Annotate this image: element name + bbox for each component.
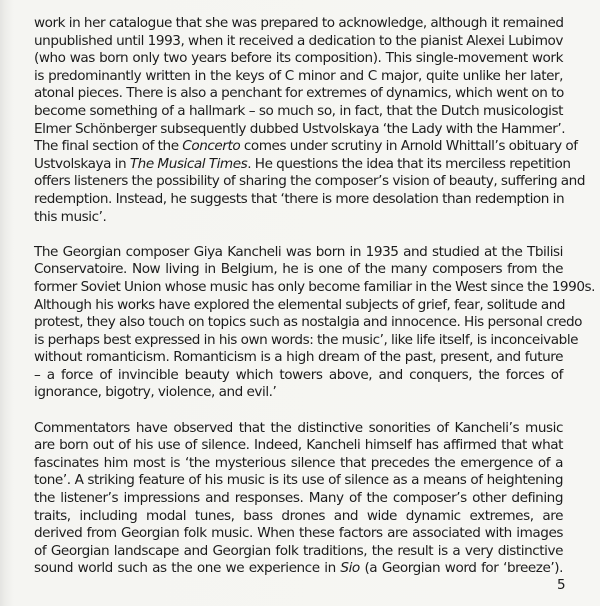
- text-line: Although his works have explored the elemental subjects of grief, fear, solitude and: [34, 296, 566, 313]
- text-line: – a force of invincible beauty which towers above, and conquers, the forces of: [34, 366, 563, 383]
- paragraph-ustvolskaya-concerto: [34, 15, 586, 226]
- text-line: [34, 138, 578, 156]
- text-line: unpublished until 1993, when it received a dedication to the pianist Alexei Lubimov: [34, 32, 563, 49]
- text-line: become something of a hallmark – so much so, in fact, that the Dutch musicologist: [34, 102, 563, 119]
- text-run: sound world such as the one we experience in: [34, 560, 341, 577]
- text-run: (a Georgian word for ‘breeze’).: [359, 560, 563, 577]
- work-title-concerto: Concerto: [182, 138, 241, 155]
- text-line: redemption. Instead, he suggests that ‘there is more desolation than redemption in: [34, 190, 565, 207]
- text-line: The Georgian composer Giya Kancheli was born in 1935 and studied at the Tbilisi: [34, 243, 563, 260]
- text-line: (who was born only two years before its composition). This single-movement work: [34, 50, 563, 67]
- text-run: Ustvolskaya in: [34, 155, 130, 172]
- text-line: [34, 560, 563, 578]
- text-line: without romanticism. Romanticism is a high dream of the past, present, and future: [34, 349, 563, 366]
- text-line: Commentators have observed that the distinctive sonorities of Kancheli’s music: [34, 419, 563, 436]
- text-line: protest, they also touch on topics such as nostalgia and innocence. His personal credo: [34, 314, 583, 331]
- work-title-sio: Sio: [340, 560, 360, 577]
- text-line: Elmer Schönberger subsequently dubbed Ustvolskaya ‘the Lady with the Hammer’.: [34, 120, 566, 137]
- text-line: of Georgian landscape and Georgian folk traditions, the result is a very distinctive: [34, 542, 563, 559]
- text-run: comes under scrutiny in Arnold Whittall’s obituary of: [240, 138, 578, 155]
- paragraph-kancheli-biography: [34, 243, 596, 402]
- text-line: Conservatoire. Now living in Belgium, he is one of the many composers from the: [34, 261, 563, 278]
- text-line: work in her catalogue that she was prepared to acknowledge, although it remained: [34, 15, 564, 31]
- text-line: offers listeners the possibility of sharing the composer’s vision of beauty, suffering and: [34, 173, 586, 190]
- text-line: this music’.: [34, 208, 107, 225]
- text-line: former Soviet Union whose music has only become familiar in the West since the 1990s.: [34, 278, 596, 295]
- text-line: fascinates him most is ‘the mysterious silence that precedes the emergence of a: [34, 454, 563, 471]
- text-line: is perhaps best expressed in his own words: the music’, like life itself, is inconceivable: [34, 331, 579, 348]
- publication-title: The Musical Times: [129, 155, 248, 172]
- body-text: [34, 15, 596, 596]
- text-line: are born out of his use of silence. Indeed, Kancheli himself has affirmed that what: [34, 437, 563, 454]
- text-run: . He questions the idea that its merciless repetition: [247, 155, 571, 172]
- text-line: tone’. A striking feature of his music is its use of silence as a means of heightening: [34, 472, 563, 489]
- text-line: derived from Georgian folk music. When these factors are associated with images: [34, 525, 563, 542]
- page-number: 5: [557, 577, 566, 593]
- text-line: is predominantly written in the keys of C minor and C major, quite unlike her later,: [34, 67, 563, 84]
- text-run: The final section of the: [34, 138, 183, 155]
- text-line: traits, including modal tunes, bass drones and wide dynamic extremes, are: [34, 507, 563, 524]
- text-line: atonal pieces. There is also a penchant for extremes of dynamics, which went on to: [34, 85, 564, 102]
- text-line: the listener’s impressions and responses. Many of the composer’s other defining: [34, 490, 563, 507]
- text-line: ignorance, bigotry, violence, and evil.’: [34, 384, 277, 401]
- text-line: [34, 155, 571, 174]
- paragraph-kancheli-silence: [34, 420, 563, 578]
